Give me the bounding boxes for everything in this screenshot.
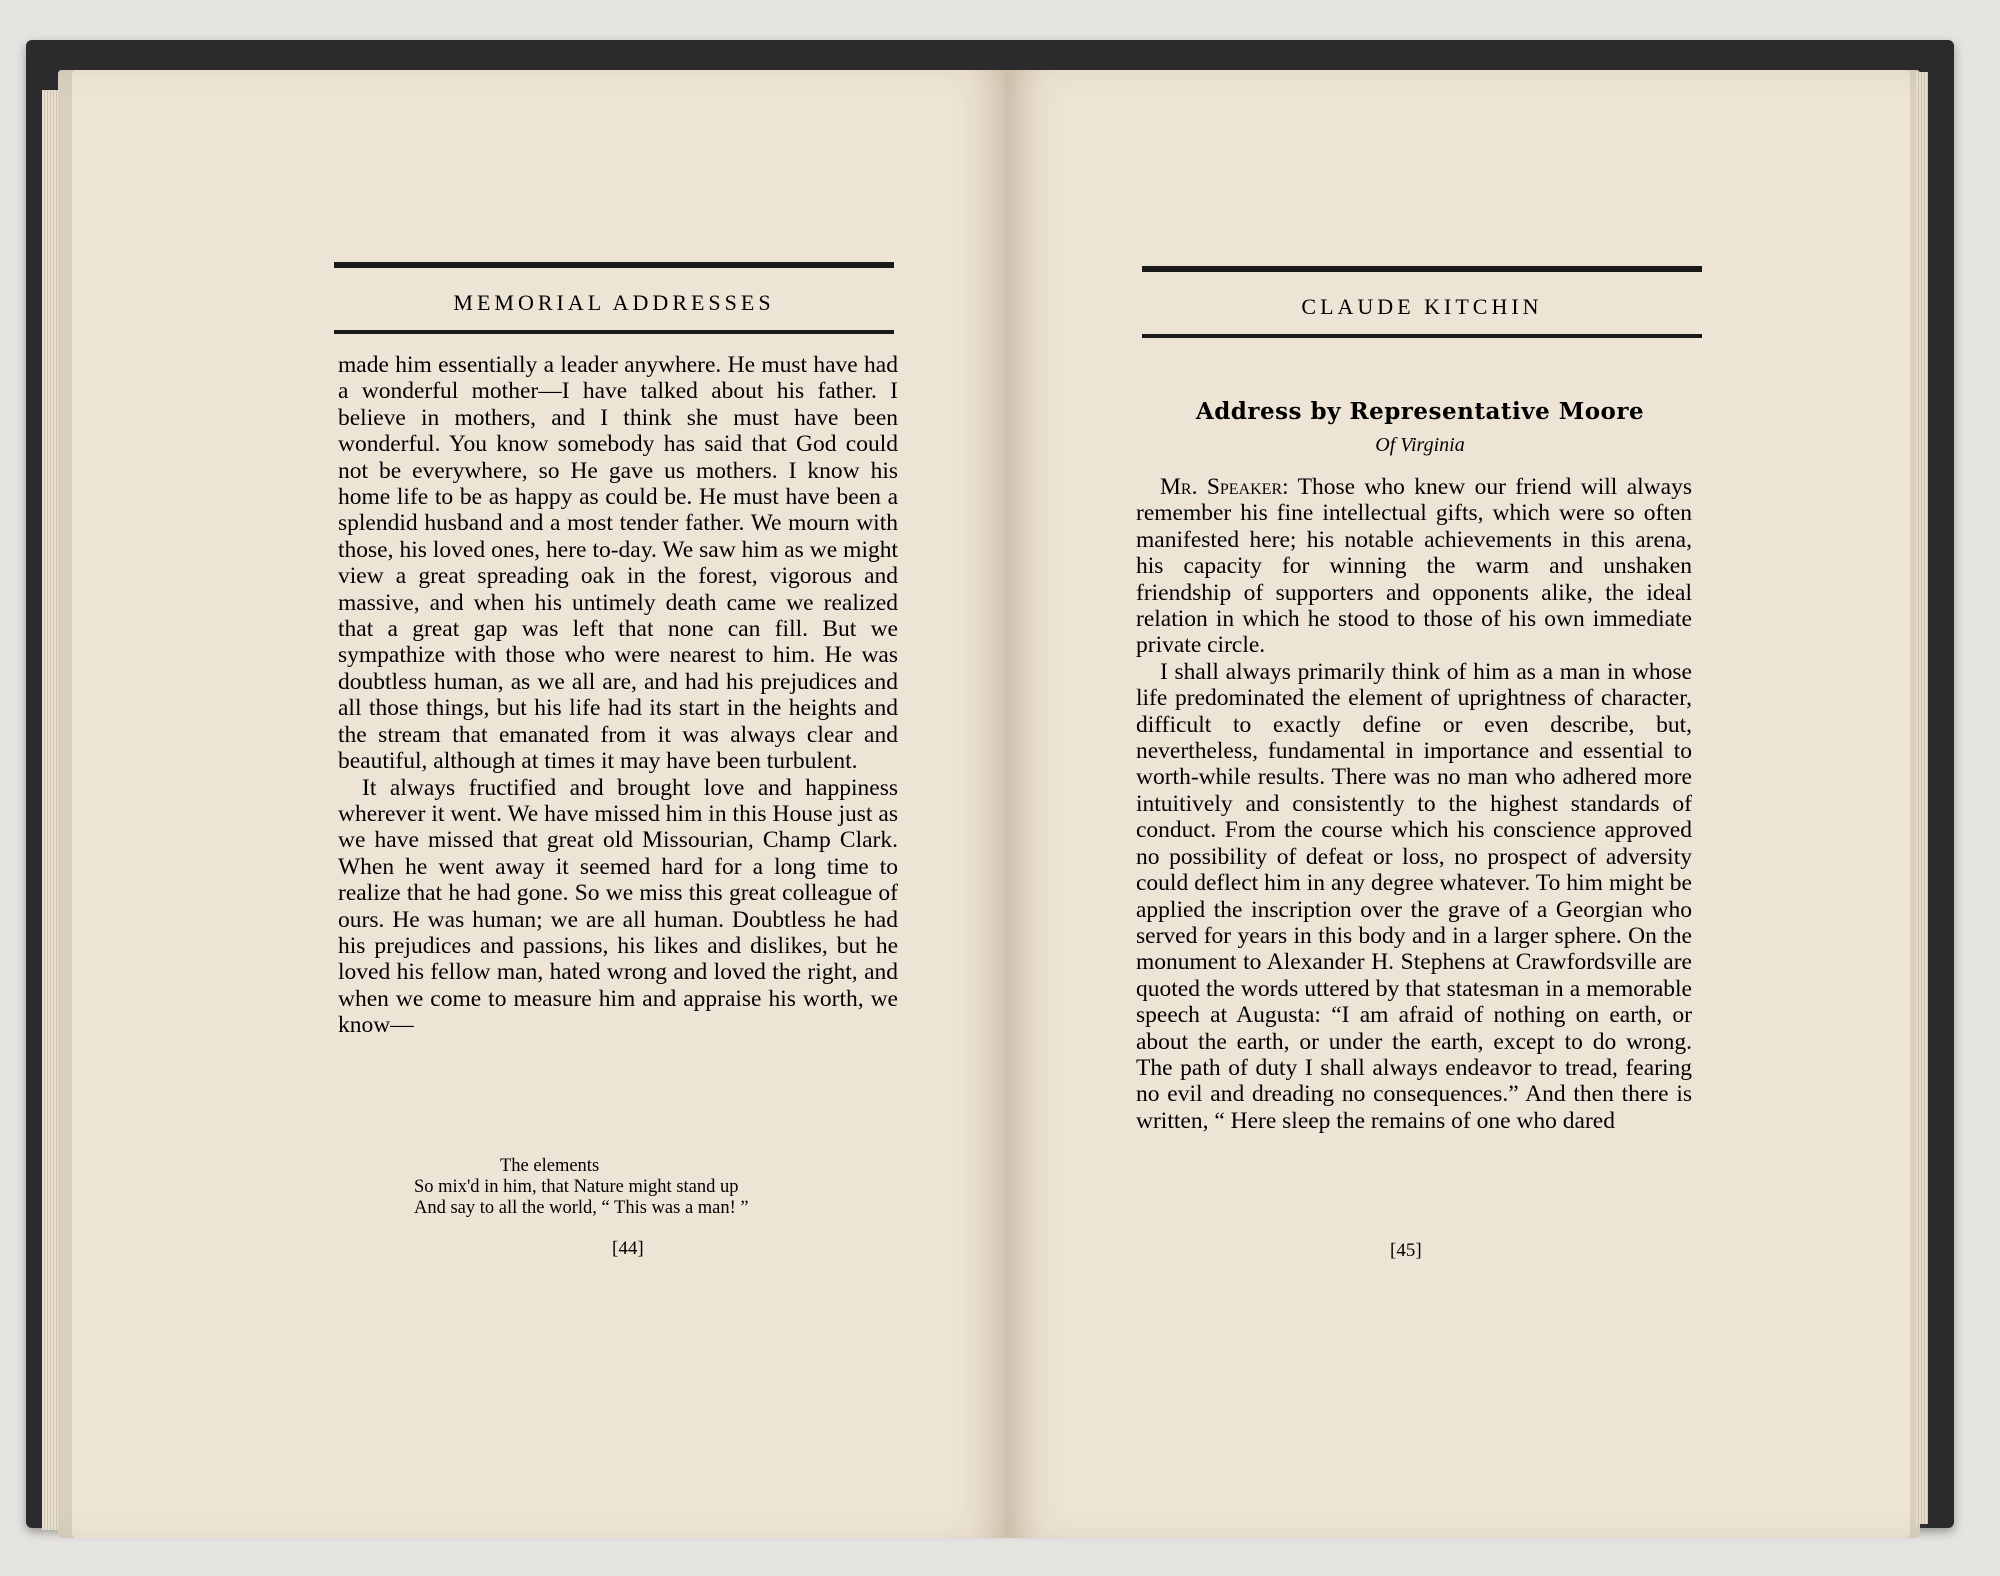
left-running-head-block [334, 262, 894, 334]
poem-line-2: So mix'd in him, that Nature might stand up [414, 1177, 739, 1197]
left-page-number: [44] [612, 1238, 644, 1259]
right-running-head: CLAUDE KITCHIN [1301, 294, 1543, 319]
address-subheading: Of Virginia [1375, 434, 1465, 456]
page-edges-right [1916, 72, 1928, 1524]
poem-line-3: And say to all the world, “ This was a man! ” [414, 1198, 749, 1218]
poem-quote [414, 1156, 874, 1219]
right-body-text [1136, 474, 1692, 1134]
right-page-number: [45] [1390, 1240, 1422, 1261]
speaker-label: Mr. Speaker [1160, 474, 1283, 500]
right-paragraph-1 [1136, 474, 1692, 659]
left-paragraph-1: made him essentially a leader anywhere. He must have had a wonderful mother—I have talked about his father. I believe in mothers, and I think she must have been wonderful. You know somebody has said that God could not be everywhere, so He gave us mothers. I know his home life to be as happy as could be. He must have been a splendid husband and a most tender father. We mourn with those, his loved ones, here to-day. We saw him as we might view a great spreading oak in the forest, vigorous and massive, and when his untimely death came we realized that a great gap was left that none can fill. But we sympathize with those who were nearest to him. He was doubtless human, as we all are, and had his prejudices and all those things, but his life had its start in the heights and the stream that emanated from it was always clear and beautiful, although at times it may have been turbulent. [338, 352, 898, 775]
right-running-head-block [1142, 266, 1702, 338]
right-head-rule-bottom [1142, 334, 1702, 338]
right-paragraph-2: I shall always primarily think of him as a man in whose life predominated the element of uprightness of character, difficult to exactly define or even describe, but, nevertheless, fundamental in importance and essential to worth-while results. There was no man who adhered more intuitively and consistently to the highest standards of conduct. From the course which his conscience approved no possibility of defeat or loss, no prospect of adversity could deflect him in any degree whatever. To him might be applied the inscription over the grave of a Georgian who served for years in this body and in a larger sphere. On the monument to Alexander H. Stephens at Crawfordsville are quoted the words uttered by that statesman in a memorable speech at Augusta: “I am afraid of nothing on earth, or about the earth, or under the earth, except to do wrong. The path of duty I shall always endeavor to tread, fearing no evil and dreading no consequences.” And then there is written, “ Here sleep the remains of one who dared [1136, 658, 1692, 1134]
left-body-text [338, 352, 898, 1039]
address-heading: Address by Representative Moore [1195, 398, 1645, 425]
poem-line-1: The elements [500, 1156, 600, 1176]
left-running-head: MEMORIAL ADDRESSES [453, 290, 775, 315]
left-head-rule-bottom [334, 330, 894, 334]
left-paragraph-2: It always fructified and brought love and happiness wherever it went. We have missed him in this House just as we have missed that great old Missourian, Champ Clark. When he went away it seemed hard for a long time to realize that he had gone. So we miss this great colleague of ours. He was human; we are all human. Doubtless he had his prejudices and passions, his likes and dislikes, but he loved his fellow man, hated wrong and loved the right, and when we come to measure him and appraise his worth, we know— [338, 774, 898, 1039]
right-paragraph-1-text: : Those who knew our friend will always remember his fine intellectual gifts, which were so often manifested here; his notable achievements in this arena, his capacity for winning the warm and unshaken friendship of supporters and opponents alike, the ideal relation in which he stood to those of his own immediate private circle. [1136, 474, 1692, 659]
